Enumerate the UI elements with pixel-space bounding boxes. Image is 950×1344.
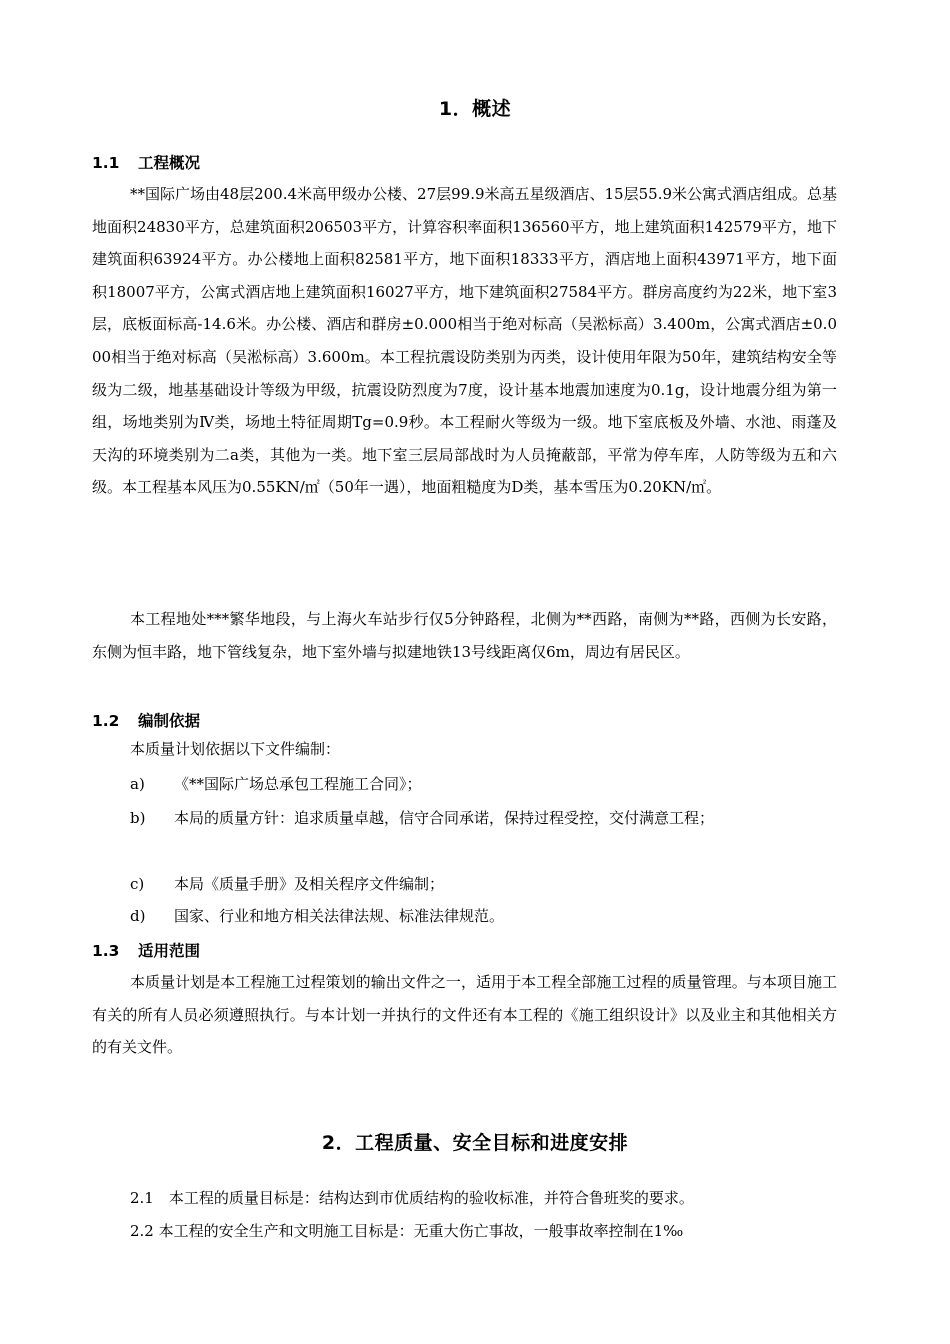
- heading-1-1: [92, 151, 200, 173]
- overview-paragraph-2: 本工程地处***繁华地段，与上海火车站步行仅5分钟路程，北侧为**西路，南侧为**路，西侧为长安路，东侧为恒丰路，地下管线复杂，地下室外墙与拟建地铁13号线距离仅6m，周边有居民区。: [92, 610, 837, 661]
- basis-item-a: [130, 768, 842, 800]
- basis-item-c-label: c): [130, 875, 145, 893]
- heading-1-3: [92, 939, 200, 961]
- basis-item-a-text: 《**国际广场总承包工程施工合同》；: [174, 775, 422, 793]
- heading-1-3-number: 1.3: [92, 942, 120, 960]
- overview-paragraph-1: **国际广场由48层200.4米高甲级办公楼、27层99.9米高五星级酒店、15层55.9米公寓式酒店组成。总基地面积24830平方，总建筑面积206503平方，计算容积率面积136560平方，地上建筑面积142579平方，地下建筑面积63924平方。办公楼地上面积82581平方，地下面积18333平方，酒店地上面积43971平方，地下面积18007平方，公寓式酒店地上建筑面积16027平方，地下建筑面积27584平方。群房高度约为22米，地下室3层，底板面标高-14.6米。办公楼、酒店和群房±0.000相当于绝对标高（吴淞标高）3.400m，公寓式酒店±0.000相当于绝对标高（吴淞标高）3.600m。本工程抗震设防类别为丙类，设计使用年限为50年，建筑结构安全等级为二级，地基基础设计等级为甲级，抗震设防烈度为7度，设计基本地震加速度为0.1g，设计地震分组为第一组，场地类别为Ⅳ类，场地土特征周期Tg=0.9秒。本工程耐火等级为一级。地下室底板及外墙、水池、雨蓬及天沟的环境类别为二a类，其他为一类。地下室三层局部战时为人员掩蔽部，平常为停车库，人防等级为五和六级。本工程基本风压为0.55KN/㎡（50年一遇），地面粗糙度为D类，基本雪压为0.20KN/㎡。: [92, 185, 838, 497]
- basis-intro: 本质量计划依据以下文件编制：: [130, 740, 341, 758]
- section-1-title: 1．概述: [438, 98, 512, 120]
- heading-1-1-text: 工程概况: [138, 154, 201, 172]
- scope-paragraph: 本质量计划是本工程施工过程策划的输出文件之一，适用于本工程全部施工过程的质量管理。与本项目施工有关的所有人员必须遵照执行。与本计划一并执行的文件还有本工程的《施工组织设计》以及业主和其他相关方的有关文件。: [92, 973, 837, 1057]
- basis-item-d-label: d): [130, 907, 146, 925]
- basis-item-b-text: 本局的质量方针：追求质量卓越，信守合同承诺，保持过程受控，交付满意工程；: [174, 809, 715, 827]
- heading-1-2-number: 1.2: [92, 712, 120, 730]
- heading-1-2-text: 编制依据: [138, 712, 201, 730]
- heading-1-3-text: 适用范围: [138, 942, 201, 960]
- section-2-title: 2．工程质量、安全目标和进度安排: [321, 1132, 629, 1154]
- basis-item-b-label: b): [130, 809, 146, 827]
- basis-item-c: [130, 868, 842, 900]
- safety-target-line: 2.2 本工程的安全生产和文明施工目标是：无重大伤亡事故，一般事故率控制在1‰: [130, 1222, 684, 1240]
- basis-item-c-text: 本局《质量手册》及相关程序文件编制；: [174, 875, 445, 893]
- heading-1-2: [92, 709, 200, 731]
- basis-item-b: [130, 802, 842, 834]
- basis-item-a-label: a): [130, 775, 145, 793]
- heading-1-1-number: 1.1: [92, 154, 120, 172]
- basis-item-d-text: 国家、行业和地方相关法律法规、标准法律规范。: [174, 907, 505, 925]
- basis-item-d: [130, 900, 842, 932]
- quality-target-line: 2.1 本工程的质量目标是：结构达到市优质结构的验收标准，并符合鲁班奖的要求。: [130, 1189, 694, 1207]
